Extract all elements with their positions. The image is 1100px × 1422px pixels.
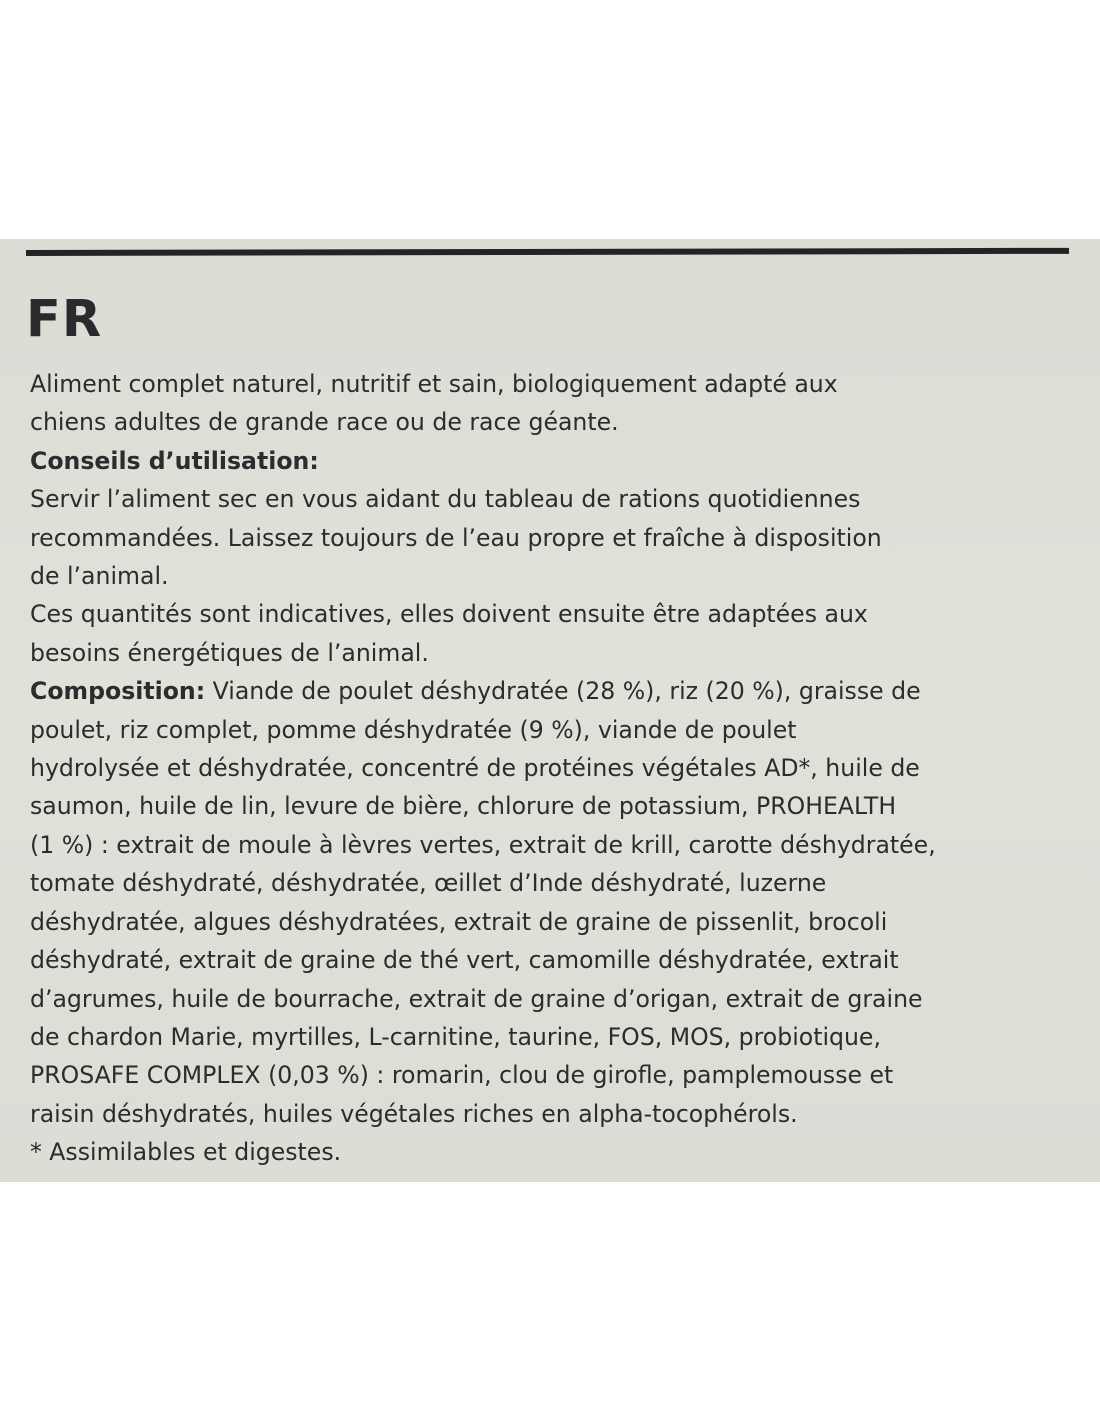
- composition-line: tomate déshydraté, déshydratée, œillet d’Inde déshydraté, luzerne: [30, 869, 827, 898]
- label-text: [30, 365, 1070, 1172]
- usage-line: recommandées. Laissez toujours de l’eau propre et fraîche à disposition: [30, 523, 882, 552]
- composition-line: poulet, riz complet, pomme déshydratée (9 %), viande de poulet: [30, 715, 797, 744]
- composition-line: PROSAFE COMPLEX (0,03 %) : romarin, clou de girofle, pamplemousse et: [30, 1061, 894, 1090]
- intro-line: Aliment complet naturel, nutritif et sain, biologiquement adapté aux: [30, 370, 838, 398]
- intro-line: chiens adultes de grande race ou de race géante.: [30, 408, 619, 437]
- usage-line: de l’animal.: [30, 562, 169, 591]
- composition-line: saumon, huile de lin, levure de bière, chlorure de potassium, PROHEALTH: [30, 792, 897, 821]
- composition-line: (1 %) : extrait de moule à lèvres vertes, extrait de krill, carotte déshydratée,: [30, 830, 936, 859]
- composition-line: déshydratée, algues déshydratées, extrait de graine de pissenlit, brocoli: [30, 907, 888, 936]
- usage-line: Ces quantités sont indicatives, elles doivent ensuite être adaptées aux: [30, 600, 868, 629]
- usage-line: Servir l’aliment sec en vous aidant du tableau de rations quotidiennes: [30, 485, 861, 514]
- composition-text: Viande de poulet déshydratée (28 %), riz (20 %), graisse de: [205, 677, 921, 706]
- composition-line: hydrolysée et déshydratée, concentré de protéines végétales AD*, huile de: [30, 754, 920, 783]
- composition-first-line: [30, 672, 1070, 710]
- usage-line: besoins énergétiques de l’animal.: [30, 638, 429, 667]
- usage-title: Conseils d’utilisation:: [30, 446, 319, 475]
- composition-line: déshydraté, extrait de graine de thé vert, camomille déshydratée, extrait: [30, 946, 899, 975]
- composition-line: d’agrumes, huile de bourrache, extrait de graine d’origan, extrait de graine: [30, 984, 923, 1013]
- footnote: * Assimilables et digestes.: [30, 1138, 342, 1167]
- composition-title: Composition:: [30, 677, 206, 706]
- language-heading: FR: [26, 290, 103, 349]
- composition-line: de chardon Marie, myrtilles, L-carnitine, taurine, FOS, MOS, probiotique,: [30, 1022, 881, 1051]
- composition-line: raisin déshydratés, huiles végétales riches en alpha-tocophérols.: [30, 1099, 798, 1128]
